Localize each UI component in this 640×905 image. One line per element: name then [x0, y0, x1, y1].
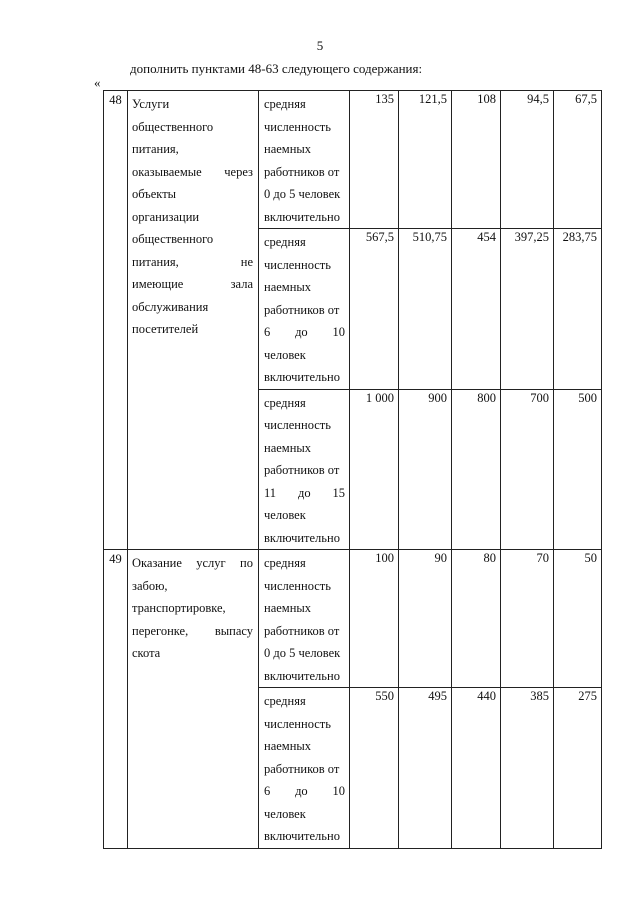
value-cell: 440 [452, 688, 501, 849]
value-cell: 80 [452, 550, 501, 688]
cell-line [264, 482, 345, 505]
criteria-cell [259, 389, 350, 550]
cell-line: забою, [132, 578, 168, 593]
cell-line: общественного [132, 119, 214, 134]
cell-line: включительно [264, 209, 340, 224]
cell-word: зала [230, 277, 253, 291]
value-cell: 900 [399, 389, 452, 550]
value-cell: 700 [501, 389, 554, 550]
cell-line: работников от [264, 623, 340, 638]
cell-line: наемных [264, 739, 312, 753]
cell-line: наемных [264, 142, 312, 156]
cell-line: включительно [264, 530, 340, 545]
intro-text: дополнить пунктами 48-63 следующего содержания: [130, 61, 423, 76]
value-cell: 397,25 [501, 229, 554, 390]
service-description [128, 550, 259, 849]
cell-line [264, 321, 345, 344]
cell-word: Оказание [132, 556, 182, 570]
criteria-cell [259, 688, 350, 849]
cell-word: 10 [332, 784, 345, 798]
cell-line: работников от [264, 463, 340, 477]
cell-word: до [295, 325, 308, 339]
cell-line: объекты [132, 187, 177, 201]
cell-line: общественного [132, 232, 214, 246]
value-cell: 500 [554, 389, 602, 550]
cell-line: наемных [264, 601, 312, 615]
item-number: 49 [104, 550, 128, 849]
cell-word: оказываемые [132, 164, 202, 179]
cell-line: человек [264, 806, 306, 821]
value-cell: 454 [452, 229, 501, 390]
cell-word: питания, [132, 254, 179, 269]
cell-line: человек [264, 347, 306, 362]
cell-line: организации [132, 209, 200, 224]
open-quote: « [94, 75, 101, 90]
cell-line [132, 620, 253, 643]
rates-table [103, 90, 602, 849]
cell-word: не [240, 254, 253, 269]
value-cell: 495 [399, 688, 452, 849]
cell-line: 0 до 5 человек [264, 646, 341, 660]
value-cell: 90 [399, 550, 452, 688]
criteria-cell [259, 91, 350, 229]
cell-word: перегонке, [132, 623, 189, 638]
value-cell: 567,5 [350, 229, 399, 390]
cell-word: имеющие [132, 277, 184, 291]
cell-line: средняя [264, 556, 306, 570]
cell-line: работников от [264, 164, 340, 179]
cell-line: включительно [264, 829, 340, 843]
value-cell: 121,5 [399, 91, 452, 229]
cell-line: Услуги [132, 97, 170, 111]
cell-word: по [240, 556, 253, 570]
cell-line: средняя [264, 235, 306, 249]
cell-word: 10 [332, 325, 345, 339]
value-cell: 135 [350, 91, 399, 229]
criteria-cell [259, 229, 350, 390]
cell-line: средняя [264, 694, 306, 708]
value-cell: 510,75 [399, 229, 452, 390]
cell-line: численность [264, 418, 331, 432]
table-row [104, 91, 602, 229]
value-cell: 275 [554, 688, 602, 849]
criteria-cell [259, 550, 350, 688]
cell-word: 15 [332, 485, 345, 500]
value-cell: 800 [452, 389, 501, 550]
cell-line: включительно [264, 370, 340, 384]
service-description [128, 91, 259, 550]
cell-word: услуг [196, 556, 226, 570]
cell-word: 6 [264, 325, 271, 339]
value-cell: 67,5 [554, 91, 602, 229]
item-number: 48 [104, 91, 128, 550]
cell-line: питания, [132, 142, 179, 156]
cell-word: до [297, 485, 311, 500]
value-cell: 550 [350, 688, 399, 849]
cell-line: средняя [264, 395, 306, 410]
value-cell: 94,5 [501, 91, 554, 229]
cell-line [264, 780, 345, 803]
cell-line: 0 до 5 человек [264, 187, 341, 201]
cell-line: наемных [264, 440, 312, 455]
value-cell: 1 000 [350, 389, 399, 550]
cell-word: 6 [264, 784, 271, 798]
cell-line: скота [132, 646, 161, 660]
value-cell: 50 [554, 550, 602, 688]
cell-line: обслуживания [132, 299, 209, 314]
cell-line [132, 552, 253, 575]
value-cell: 100 [350, 550, 399, 688]
cell-word: через [224, 164, 253, 179]
value-cell: 70 [501, 550, 554, 688]
cell-word: 11 [264, 485, 277, 500]
cell-line [132, 273, 253, 296]
cell-line: транспортировке, [132, 601, 226, 615]
cell-line: численность [264, 716, 331, 731]
cell-line: включительно [264, 668, 340, 683]
table-row [104, 550, 602, 688]
cell-line: человек [264, 508, 306, 522]
cell-line: численность [264, 578, 331, 593]
cell-line: работников от [264, 761, 340, 776]
cell-line: посетителей [132, 322, 199, 336]
page-number: 5 [316, 38, 324, 53]
cell-line: средняя [264, 97, 306, 111]
value-cell: 283,75 [554, 229, 602, 390]
cell-word: выпасу [214, 623, 253, 638]
cell-line [132, 161, 253, 184]
value-cell: 108 [452, 91, 501, 229]
cell-word: до [295, 784, 308, 798]
cell-line: работников от [264, 302, 340, 317]
cell-line [132, 251, 253, 274]
cell-line: численность [264, 119, 331, 134]
cell-line: численность [264, 257, 331, 272]
cell-line: наемных [264, 280, 312, 294]
value-cell: 385 [501, 688, 554, 849]
